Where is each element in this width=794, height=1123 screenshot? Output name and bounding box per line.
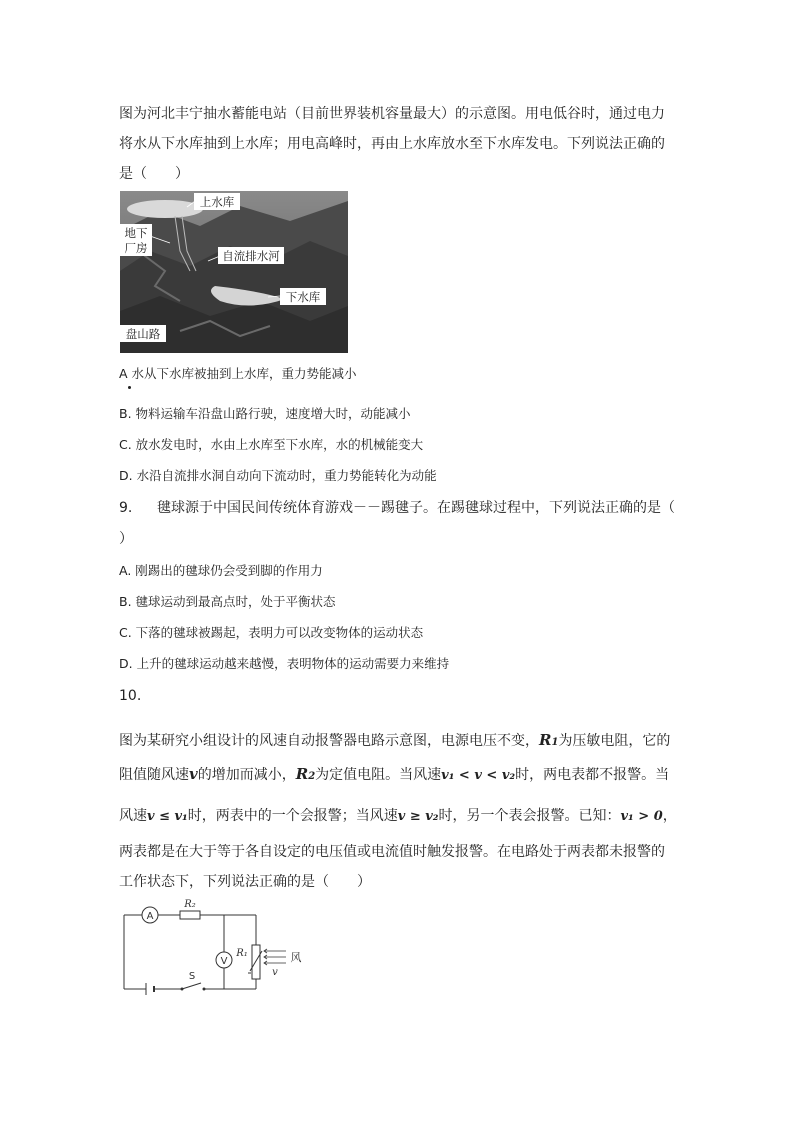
q8-option-b: B. 物料运输车沿盘山路行驶，速度增大时，动能减小 xyxy=(119,406,411,421)
inequality-v1-gt-0: v₁ > 0 xyxy=(620,809,663,824)
q8-stem-line-2: 将水从下水库抽到上水库；用电高峰时，再由上水库放水至下水库发电。下列说法正确的 xyxy=(119,136,665,152)
q9-option-a: A. 刚踢出的毽球仍会受到脚的作用力 xyxy=(119,563,323,578)
wind-arrows xyxy=(264,949,286,965)
inequality-v1-v-v2: v₁ < v < v₂ xyxy=(441,768,516,783)
resistor-r2-label: R₂ xyxy=(184,899,196,910)
q9-option-b: B. 毽球运动到最高点时，处于平衡状态 xyxy=(119,594,336,609)
symbol-r2: R2 xyxy=(295,765,316,783)
q10-line-4: 两表都是在大于等于各自设定的电压值或电流值时触发报警。在电路处于两表都未报警的 xyxy=(119,844,665,860)
q10-text: 图为某研究小组设计的风速自动报警器电路示意图，电源电压不变， xyxy=(119,733,539,749)
q10-line-5: 工作状态下，下列说法正确的是（ ） xyxy=(119,874,371,890)
wind-speed-label: v xyxy=(272,967,278,978)
label-underground-2: 厂房 xyxy=(124,241,148,255)
label-upper-reservoir: 上水库 xyxy=(199,195,235,209)
q9-stem-line-1: 毽球源于中国民间传统体育游戏－－踢毽子。在踢毽球过程中，下列说法正确的是（ xyxy=(157,500,675,516)
q10-text: 为压敏电阻，它的 xyxy=(558,733,671,749)
ammeter-label: A xyxy=(146,911,154,922)
symbol-r1: R1 xyxy=(539,731,559,749)
q9-option-c: C. 下落的毽球被踢起，表明力可以改变物体的运动状态 xyxy=(119,625,424,640)
circuit-diagram xyxy=(120,895,320,995)
symbol-v: v xyxy=(189,765,198,783)
switch-label: S xyxy=(188,971,196,982)
inequality-v-le-v1: v ≤ v₁ xyxy=(147,809,188,824)
resistor-r1 xyxy=(252,945,260,979)
q8-option-a: A 水从下水库被抽到上水库，重力势能减小 xyxy=(119,366,357,381)
resistor-r1-label: R₁ xyxy=(236,948,248,959)
label-underground-1: 地下 xyxy=(124,226,148,240)
q8-stem-line-3: 是（ ） xyxy=(119,166,189,182)
q10-line-1 xyxy=(119,730,670,753)
wind-label: 风 xyxy=(290,951,302,964)
label-mountain-road: 盘山路 xyxy=(125,327,161,341)
inequality-v-ge-v2: v ≥ v₂ xyxy=(397,809,439,824)
resistor-r2 xyxy=(180,911,200,919)
switch xyxy=(182,983,201,989)
q8-option-c: C. 放水发电时，水由上水库至下水库，水的机械能变大 xyxy=(119,437,424,452)
q10-number: 10. xyxy=(119,688,142,704)
q8-stem-line-1: 图为河北丰宁抽水蓄能电站（目前世界装机容量最大）的示意图。用电低谷时，通过电力 xyxy=(119,106,665,122)
pumped-storage-station-photo xyxy=(120,191,348,353)
voltmeter-label: V xyxy=(220,956,228,967)
stray-dot xyxy=(128,386,131,389)
q9-number: 9. xyxy=(119,500,133,516)
label-lower-reservoir: 下水库 xyxy=(285,290,321,304)
upper-reservoir xyxy=(127,200,203,218)
q10-line-2: 阻值随风速v的增加而减小，R2为定值电阻。当风速v₁ < v < v₂时，两电表都不报警。当 xyxy=(119,765,670,783)
q9-option-d: D. 上升的毽球运动越来越慢，表明物体的运动需要力来维持 xyxy=(119,656,450,671)
q9-stem-line-2: ） xyxy=(119,531,133,547)
label-drain-river: 自流排水河 xyxy=(222,249,280,263)
q8-option-d: D. 水沿自流排水洞自动向下流动时，重力势能转化为动能 xyxy=(119,468,437,483)
q10-line-3: 风速v ≤ v₁时，两表中的一个会报警；当风速v ≥ v₂时，另一个表会报警。已知：v₁ > 0， xyxy=(119,808,677,824)
